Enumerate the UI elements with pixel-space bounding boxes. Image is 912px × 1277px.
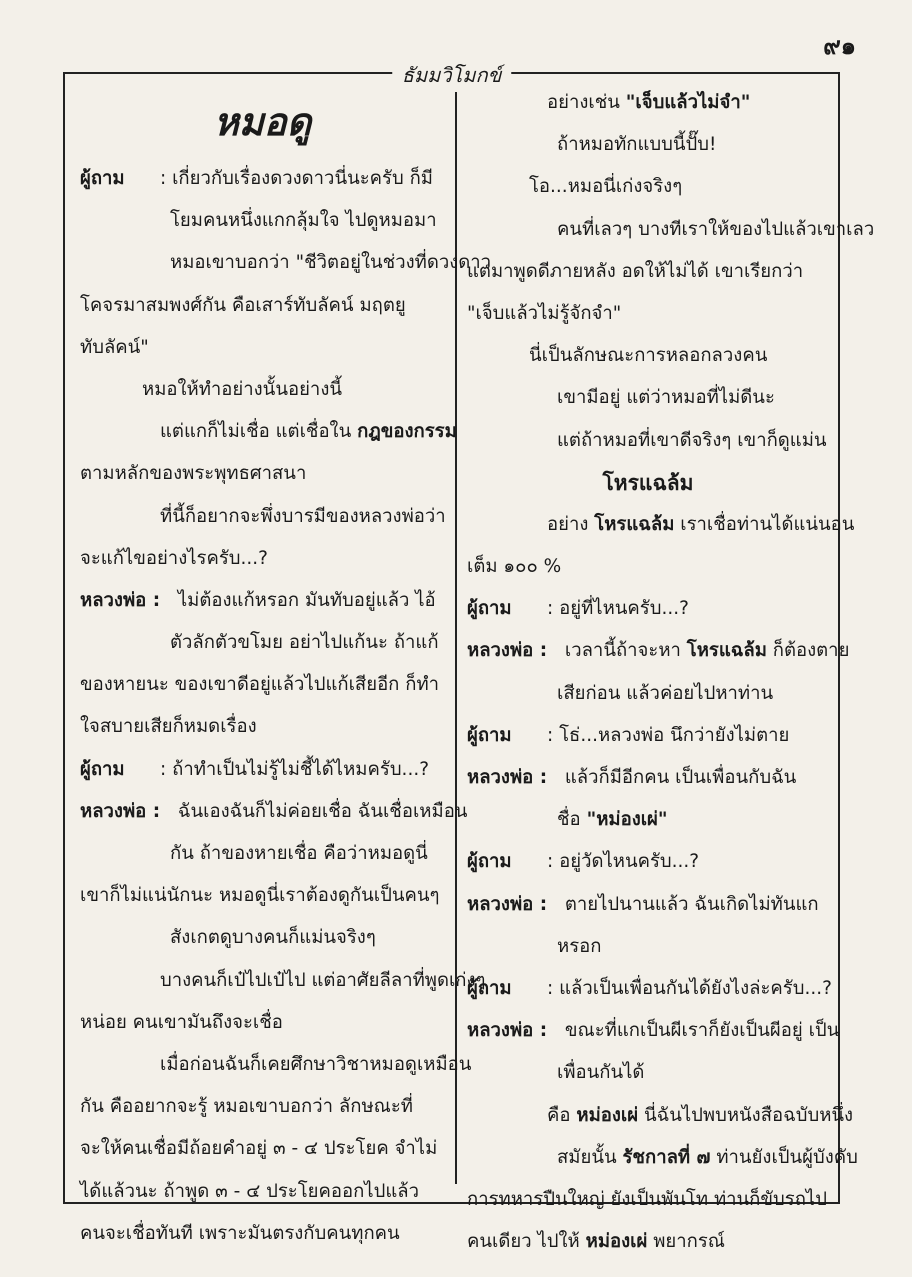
emphasis-text: "หม่องเผ่" xyxy=(586,809,668,831)
dialogue-line xyxy=(467,757,829,799)
line-text: เวลานี้ถ้าจะหา xyxy=(559,640,687,662)
text-line xyxy=(467,1221,829,1263)
text-line: หน่อย คนเขามันถึงจะเชื่อ xyxy=(80,1011,283,1033)
text-line: ที่นี้ก็อยากจะพึ่งบารมีของหลวงพ่อว่า xyxy=(160,505,446,527)
emphasis-text: กฎของกรรม xyxy=(357,421,457,443)
line-text: พยากรณ์ xyxy=(647,1231,725,1253)
text-line: นี่เป็นลักษณะการหลอกลวงคน xyxy=(529,345,768,367)
line-text: คือ xyxy=(547,1104,577,1126)
text-line: กัน คืออยากจะรู้ หมอเขาบอกว่า ลักษณะที่ xyxy=(80,1096,413,1118)
text-line xyxy=(467,799,829,841)
speaker-label: หลวงพ่อ : xyxy=(467,767,548,788)
text-line: เพื่อนกันได้ xyxy=(557,1062,645,1084)
line-text: ขณะที่แกเป็นผีเราก็ยังเป็นผีอยู่ เป็น xyxy=(559,1020,840,1042)
text-line: จะแก้ไขอย่างไรครับ...? xyxy=(80,547,268,569)
emphasis-text: หม่องเผ่ xyxy=(576,1104,639,1126)
emphasis-text: "เจ็บแล้วไม่จำ" xyxy=(625,92,751,113)
line-text: อย่างเช่น xyxy=(547,92,626,113)
line-text: : เกี่ยวกับเรื่องดวงดาวนี่นะครับ ก็มี xyxy=(160,168,434,189)
speaker-label: ผู้ถาม xyxy=(467,598,512,620)
content-frame xyxy=(63,63,875,1253)
emphasis-text: โหรแฉล้ม xyxy=(594,513,675,535)
text-line: โคจรมาสมพงศ์กัน คือเสาร์ทับลัคน์ มฤตยู xyxy=(80,294,406,316)
text-line xyxy=(467,1137,858,1179)
line-text: : อยู่วัดไหนครับ...? xyxy=(547,851,700,873)
text-line: หมอให้ทำอย่างนั้นอย่างนี้ xyxy=(142,378,342,400)
dialogue-line xyxy=(467,630,850,672)
speaker-label: ผู้ถาม xyxy=(80,758,125,780)
speaker-label: หลวงพ่อ : xyxy=(467,640,548,662)
text-line: เต็ม ๑๐๐ % xyxy=(467,556,562,578)
text-line: จะให้คนเชื่อมีถ้อยคำอยู่ ๓ - ๔ ประโยค จำไม่ xyxy=(80,1138,438,1160)
dialogue-line xyxy=(80,158,445,200)
text-line: โยมคนหนึ่งแกกลุ้มใจ ไปดูหมอมา xyxy=(170,210,437,232)
text-line: แต่ถ้าหมอที่เขาดีจริงๆ เขาก็ดูแม่น xyxy=(557,429,827,451)
text-line: คนที่เลวๆ บางทีเราให้ของไปแล้วเขาเลว xyxy=(557,218,875,240)
line-text: : อยู่ที่ไหนครับ...? xyxy=(547,598,689,620)
text-line xyxy=(467,504,855,546)
dialogue-line xyxy=(80,580,445,622)
text-line: "เจ็บแล้วไม่รู้จักจำ" xyxy=(467,302,622,324)
speaker-label: ผู้ถาม xyxy=(467,977,512,999)
text-line: ถ้าหมอทักแบบนี้ปั๊บ! xyxy=(557,134,717,156)
dialogue-line xyxy=(80,749,445,791)
emphasis-text: หม่องเผ่ xyxy=(585,1231,648,1253)
line-text: อย่าง xyxy=(547,513,595,535)
speaker-label: หลวงพ่อ : xyxy=(80,800,161,822)
text-line: หมอเขาบอกว่า "ชีวิตอยู่ในช่วงที่ดวงดาว xyxy=(170,252,492,274)
text-line: การทหารปืนใหญ่ ยังเป็นพันโท ท่านก็ขับรถไป xyxy=(467,1188,827,1210)
dialogue-line xyxy=(467,715,829,757)
text-line: แต่มาพูดดีภายหลัง อดให้ไม่ได้ เขาเรียกว่า xyxy=(467,260,804,282)
speaker-label: ผู้ถาม xyxy=(467,724,512,746)
line-text: คนเดียว ไปให้ xyxy=(467,1231,586,1253)
line-text: สมัยนั้น xyxy=(557,1146,623,1168)
text-line xyxy=(467,82,829,124)
speaker-label: หลวงพ่อ : xyxy=(80,589,161,611)
speaker-label: ผู้ถาม xyxy=(467,851,512,873)
dialogue-line xyxy=(467,1010,840,1052)
speaker-label: หลวงพ่อ : xyxy=(467,893,548,915)
text-line: เมื่อก่อนฉันก็เคยศึกษาวิชาหมอดูเหมือน xyxy=(160,1053,472,1075)
text-line: ใจสบายเสียก็หมดเรื่อง xyxy=(80,716,257,738)
speaker-label: ผู้ถาม xyxy=(80,168,125,189)
left-column xyxy=(80,82,492,1255)
text-line: ได้แล้วนะ ถ้าพูด ๓ - ๔ ประโยคออกไปแล้ว xyxy=(80,1180,419,1202)
line-text: : แล้วเป็นเพื่อนกันได้ยังไงล่ะครับ...? xyxy=(547,977,832,999)
page-number: ๙๑ xyxy=(823,32,856,60)
text-line: หรอก xyxy=(557,935,602,957)
line-text: แล้วก็มีอีกคน เป็นเพื่อนกับฉัน xyxy=(559,767,797,788)
line-text: นี่ฉันไปพบหนังสือฉบับหนึ่ง xyxy=(638,1104,854,1126)
line-text: ท่านยังเป็นผู้บังคับ xyxy=(710,1146,858,1168)
text-line xyxy=(80,411,457,453)
text-line: สังเกตดูบางคนก็แม่นจริงๆ xyxy=(170,927,376,949)
line-text: : ถ้าทำเป็นไม่รู้ไม่ชี้ได้ไหมครับ...? xyxy=(160,758,430,780)
text-line: ตามหลักของพระพุทธศาสนา xyxy=(80,463,307,485)
text-line: กัน ถ้าของหายเชื่อ คือว่าหมอดูนี่ xyxy=(170,843,428,864)
article-title: หมอดู xyxy=(213,99,312,144)
line-text: ฉันเองฉันก็ไม่ค่อยเชื่อ ฉันเชื่อเหมือน xyxy=(172,800,468,822)
running-header: ธัมมวิโมกข์ xyxy=(392,59,512,91)
text-line xyxy=(467,1095,854,1137)
text-line: เขามีอยู่ แต่ว่าหมอที่ไม่ดีนะ xyxy=(557,387,775,409)
line-text: ก็ต้องตาย xyxy=(766,640,850,662)
section-heading: โหรแฉล้ม xyxy=(602,470,694,495)
line-text: ตายไปนานแล้ว ฉันเกิดไม่ทันแก xyxy=(559,893,819,915)
text-line: ทับลัคน์" xyxy=(80,336,149,358)
right-column xyxy=(467,82,875,1263)
text-line: คนจะเชื่อทันที เพราะมันตรงกับคนทุกคน xyxy=(80,1222,400,1244)
dialogue-line xyxy=(467,841,829,883)
dialogue-line xyxy=(467,588,829,630)
line-text: เราเชื่อท่านได้แน่นอน xyxy=(674,513,855,535)
line-text: ชื่อ xyxy=(557,809,587,831)
line-text: : โธ่...หลวงพ่อ นึกว่ายังไม่ตาย xyxy=(547,724,790,746)
text-line: เสียก่อน แล้วค่อยไปหาท่าน xyxy=(557,682,774,704)
emphasis-text: โหรแฉล้ม xyxy=(686,640,767,662)
dialogue-line xyxy=(467,884,829,926)
dialogue-line xyxy=(467,968,832,1010)
dialogue-line xyxy=(80,791,468,833)
speaker-label: หลวงพ่อ : xyxy=(467,1020,548,1042)
emphasis-text: รัชกาลที่ ๗ xyxy=(622,1146,711,1168)
text-line: โอ...หมอนี่เก่งจริงๆ xyxy=(529,176,683,198)
text-line: ตัวลักตัวขโมย อย่าไปแก้นะ ถ้าแก้ xyxy=(170,632,439,654)
text-line: ของหายนะ ของเขาดีอยู่แล้วไปแก้เสียอีก ก็ทำ xyxy=(80,674,440,696)
text-line: เขาก็ไม่แน่นักนะ หมอดูนี่เราต้องดูกันเป็นคนๆ xyxy=(80,885,440,907)
text-line: บางคนก็เป๋ไปเป๋ไป แต่อาศัยลีลาที่พูดเก่งๆ xyxy=(160,969,486,991)
line-text: แต่แกก็ไม่เชื่อ แต่เชื่อใน xyxy=(160,421,358,443)
line-text: ไม่ต้องแก้หรอก มันทับอยู่แล้ว ไอ้ xyxy=(172,589,436,611)
